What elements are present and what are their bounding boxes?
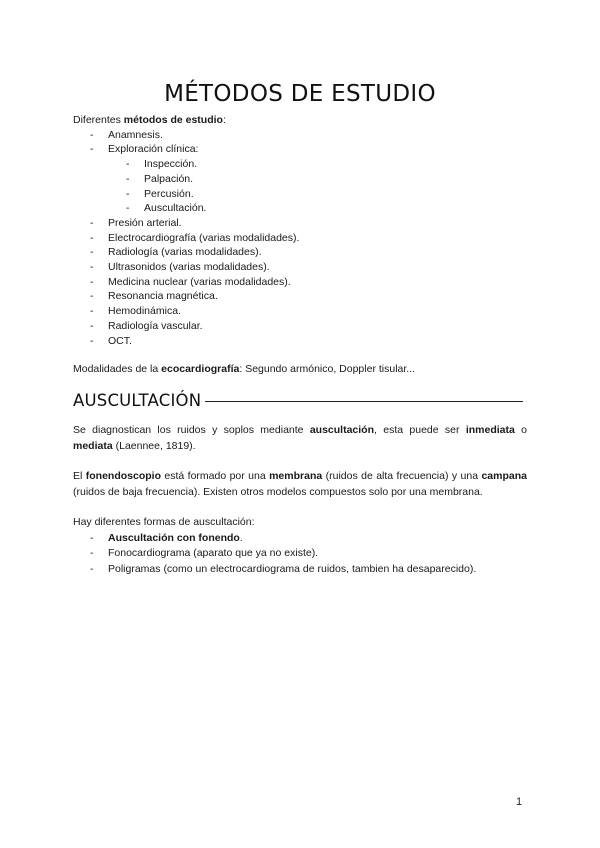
intro-suffix: :: [222, 114, 226, 126]
methods-list-continued: [73, 216, 527, 348]
text: (Laennee, 1819).: [112, 439, 196, 452]
list-item: - Exploración clínica:: [73, 142, 527, 157]
list-item: - Electrocardiografía (varias modalidades).: [73, 231, 527, 246]
list-item: - Medicina nuclear (varias modalidades).: [73, 275, 527, 290]
page-title: MÉTODOS DE ESTUDIO: [164, 81, 436, 108]
methods-section: [73, 113, 527, 377]
page-number: 1: [516, 796, 523, 808]
exploration-sublist: [73, 157, 527, 216]
section-rule: [205, 401, 523, 402]
text: (ruidos de alta frecuencia) y una: [322, 470, 482, 482]
list-item: - Poligramas (como un electrocardiograma de ruidos, tambien ha desaparecido).: [73, 562, 527, 578]
bold-text: mediata: [73, 439, 113, 452]
list-item: - Resonancia magnética.: [73, 289, 527, 304]
forms-list: [73, 531, 527, 578]
bold-text: fonendoscopio: [85, 470, 161, 482]
intro-prefix: Diferentes: [73, 114, 124, 126]
eco-line: [73, 362, 527, 377]
list-item: - Palpación.: [73, 172, 527, 187]
section-heading: [73, 388, 523, 412]
list-item: [73, 531, 527, 547]
list-item: - Presión arterial.: [73, 216, 527, 231]
text: Se diagnostican los ruidos y soplos mediante: [73, 424, 310, 436]
methods-list: [73, 128, 527, 157]
list-item: - Ultrasonidos (varias modalidades).: [73, 260, 527, 275]
intro-bold: métodos de estudio: [123, 114, 223, 126]
bold-text: auscultación: [309, 424, 375, 436]
bold-text: Auscultación con fonendo: [108, 531, 240, 544]
list-item: - Hemodinámica.: [73, 304, 527, 319]
eco-prefix: Modalidades de la: [73, 363, 162, 376]
paragraph-forms-intro: Hay diferentes formas de auscultación:: [73, 516, 255, 528]
text: .: [239, 531, 243, 544]
text: El: [73, 470, 86, 482]
list-item: - OCT.: [73, 334, 527, 349]
eco-bold: ecocardiografía: [161, 363, 240, 376]
auscultation-section: [73, 423, 527, 577]
list-item: - Radiología (varias modalidades).: [73, 245, 527, 260]
section-title: AUSCULTACIÓN: [73, 390, 202, 410]
bold-text: campana: [481, 470, 527, 482]
list-item: - Anamnesis.: [73, 128, 527, 143]
list-item: - Auscultación.: [73, 201, 527, 216]
paragraph-auscultation: [73, 423, 527, 454]
list-item: - Percusión.: [73, 187, 527, 202]
eco-suffix: : Segundo armónico, Doppler tisular...: [239, 363, 416, 376]
text: o: [514, 424, 527, 436]
text: está formado por una: [161, 470, 270, 482]
list-item: - Inspección.: [73, 157, 527, 172]
list-item: - Fonocardiograma (aparato que ya no existe).: [73, 546, 527, 562]
bold-text: membrana: [269, 470, 323, 482]
bold-text: inmediata: [465, 424, 515, 436]
text: , esta puede ser: [374, 424, 466, 436]
paragraph-fonendoscopio: [73, 469, 527, 500]
intro-line: [73, 113, 527, 128]
list-item: - Radiología vascular.: [73, 319, 527, 334]
text: (ruidos de baja frecuencia). Existen otros modelos compuestos solo por una membrana.: [73, 485, 483, 498]
